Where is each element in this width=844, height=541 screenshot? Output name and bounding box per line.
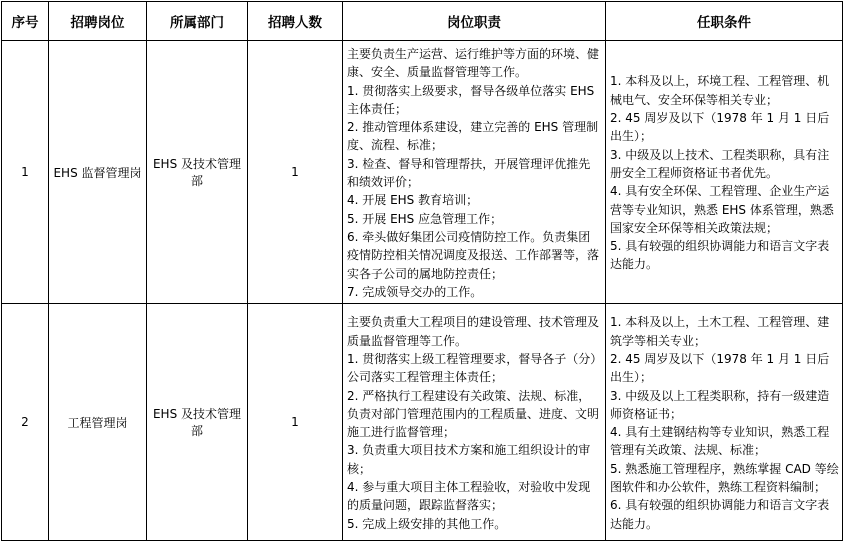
requirement-line: 2. 45 周岁及以下（1978 年 1 月 1 日后出生）； xyxy=(610,111,830,144)
table-row xyxy=(2,41,843,304)
department-name: EHS 及技术管理部 xyxy=(147,304,248,541)
duty-line: 主要负责重大工程项目的建设管理、技术管理及质量监督管理等工作。 xyxy=(347,315,600,348)
duty-line: 主要负责生产运营、运行维护等方面的环境、健康、安全、质量监督管理等工作。 xyxy=(347,47,600,80)
position-name: 工程管理岗 xyxy=(49,304,147,541)
duty-line: 6. 牵头做好集团公司疫情防控工作。负责集团疫情防控相关情况调度及报送、工作部署等，落实各子公司的属地防控责任； xyxy=(347,229,600,281)
position-name: EHS 监督管理岗 xyxy=(49,41,147,304)
duty-line: 1. 贯彻落实上级工程管理要求，督导各子（分）公司落实工程管理主体责任； xyxy=(347,351,597,385)
header-department: 所属部门 xyxy=(147,2,248,41)
hiring-count: 1 xyxy=(248,41,343,304)
requirement-line: 6. 具有较强的组织协调能力和语言文字表达能力。 xyxy=(610,498,830,531)
requirement-line: 3. 中级及以上工程类职称，持有一级建造师资格证书； xyxy=(610,388,830,421)
row-number: 1 xyxy=(2,41,49,304)
duty-line: 5. 完成上级安排的其他工作。 xyxy=(347,516,507,531)
duty-line: 2. 严格执行工程建设有关政策、法规、标准，负责对部门管理范围内的工程质量、进度、文明施工进行监督管理； xyxy=(347,388,600,440)
requirements-cell xyxy=(606,304,843,541)
duty-line: 1. 贯彻落实上级要求，督导各级单位落实 EHS 主体责任； xyxy=(347,83,595,116)
duty-line: 2. 推动管理体系建设，建立完善的 EHS 管理制度、流程、标准； xyxy=(347,120,599,153)
requirement-line: 1. 本科及以上，环境工程、工程管理、机械电气、安全环保等相关专业； xyxy=(610,74,830,107)
duty-line: 7. 完成领导交办的工作。 xyxy=(347,284,483,299)
header-count: 招聘人数 xyxy=(248,2,343,41)
table-row xyxy=(2,304,843,541)
duties-cell xyxy=(343,304,606,541)
requirement-line: 4. 具有土建钢结构等专业知识，熟悉工程管理有关政策、法规、标准； xyxy=(610,425,830,458)
requirements-cell xyxy=(606,41,843,304)
requirement-line: 5. 具有较强的组织协调能力和语言文字表达能力。 xyxy=(610,239,830,272)
recruitment-table xyxy=(1,1,843,541)
hiring-count: 1 xyxy=(248,304,343,541)
requirement-line: 4. 具有安全环保、工程管理、企业生产运营等专业知识，熟悉 EHS 体系管理，熟悉国家安全环保等相关政策法规； xyxy=(610,184,834,235)
table-header-row xyxy=(2,2,843,41)
duty-line: 4. 开展 EHS 教育培训； xyxy=(347,193,479,208)
requirement-line: 2. 45 周岁及以下（1978 年 1 月 1 日后出生）； xyxy=(610,351,830,385)
header-requirements: 任职条件 xyxy=(606,2,843,41)
duty-line: 3. 负责重大项目技术方案和施工组织设计的审核； xyxy=(347,443,591,476)
requirement-line: 1. 本科及以上，土木工程、工程管理、建筑学等相关专业； xyxy=(610,315,830,348)
duties-cell xyxy=(343,41,606,304)
header-position: 招聘岗位 xyxy=(49,2,147,41)
requirement-line: 3. 中级及以上技术、工程类职称，具有注册安全工程师资格证书者优先。 xyxy=(610,147,830,180)
duty-line: 5. 开展 EHS 应急管理工作； xyxy=(347,211,503,226)
department-name: EHS 及技术管理部 xyxy=(147,41,248,304)
duty-line: 4. 参与重大项目主体工程验收，对验收中发现的质量问题，跟踪监督落实； xyxy=(347,480,591,513)
header-duties: 岗位职责 xyxy=(343,2,606,41)
duty-line: 3. 检查、督导和管理帮扶，开展管理评优推先和绩效评价； xyxy=(347,156,591,190)
header-no: 序号 xyxy=(2,2,49,41)
row-number: 2 xyxy=(2,304,49,541)
requirement-line: 5. 熟悉施工管理程序，熟练掌握 CAD 等绘图软件和办公软件，熟练工程资料编制； xyxy=(610,461,839,495)
